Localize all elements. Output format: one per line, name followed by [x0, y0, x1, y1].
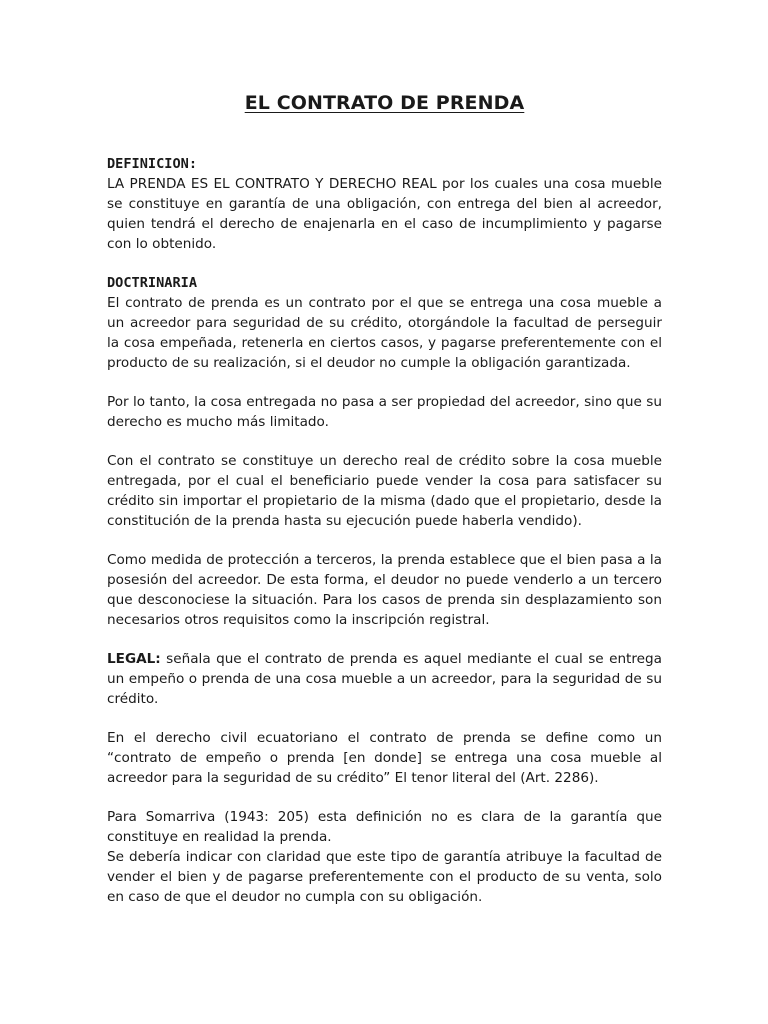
paragraph: En el derecho civil ecuatoriano el contrato de prenda se define como un “contrato de empeño o prenda [en donde] se entrega una cosa mueble al acreedor para la seguridad de su crédito” El tenor literal del (Art. 2286). [107, 730, 662, 786]
legal-text: señala que el contrato de prenda es aquel mediante el cual se entrega un empeño o prenda de una cosa mueble a un acreedor, para la seguridad de su crédito. [107, 651, 663, 707]
doctrinaria-text: El contrato de prenda es un contrato por el que se entrega una cosa mueble a un acreedor para seguridad de su crédito, otorgándole la facultad de perseguir la cosa empeñada, retenerla en ciertos casos, y pagarse preferentemente con el producto de su realización, si el deudor no cumple la obligación garantizada. [107, 295, 662, 371]
paragraph: Para Somarriva (1943: 205) esta definición no es clara de la garantía que constituye en realidad la prenda. [107, 809, 662, 845]
paragraph: Se debería indicar con claridad que este tipo de garantía atribuye la facultad de vender el bien y de pagarse preferentemente con el producto de su venta, solo en caso de que el deudor no cumpla con su obligación. [107, 849, 662, 905]
paragraph: Por lo tanto, la cosa entregada no pasa a ser propiedad del acreedor, sino que su derecho es mucho más limitado. [107, 394, 662, 430]
paragraph: Con el contrato se constituye un derecho real de crédito sobre la cosa mueble entregada, por el cual el beneficiario puede vender la cosa para satisfacer su crédito sin importar el propietario de la misma (dado que el propietario, desde la constitución de la prenda hasta su ejecución puede haberla vendido). [107, 453, 662, 529]
definicion-heading: DEFINICION: [107, 156, 198, 172]
legal-section [107, 649, 662, 709]
paragraph: Como medida de protección a terceros, la prenda establece que el bien pasa a la posesión del acreedor. De esta forma, el deudor no puede venderlo a un tercero que desconociese la situación. Para los casos de prenda sin desplazamiento son necesarios otros requisitos como la inscripción registral. [107, 552, 662, 628]
doctrinaria-section [107, 273, 662, 373]
legal-label: LEGAL: [107, 651, 161, 667]
somarriva-section [107, 807, 662, 907]
doctrinaria-heading: DOCTRINARIA [107, 275, 198, 291]
document-title: EL CONTRATO DE PRENDA [244, 92, 525, 114]
definicion-section [107, 154, 662, 254]
definicion-text: LA PRENDA ES EL CONTRATO Y DERECHO REAL por los cuales una cosa mueble se constituye en garantía de una obligación, con entrega del bien al acreedor, quien tendrá el derecho de enajenarla en el caso de incumplimiento y pagarse con lo obtenido. [107, 176, 662, 252]
